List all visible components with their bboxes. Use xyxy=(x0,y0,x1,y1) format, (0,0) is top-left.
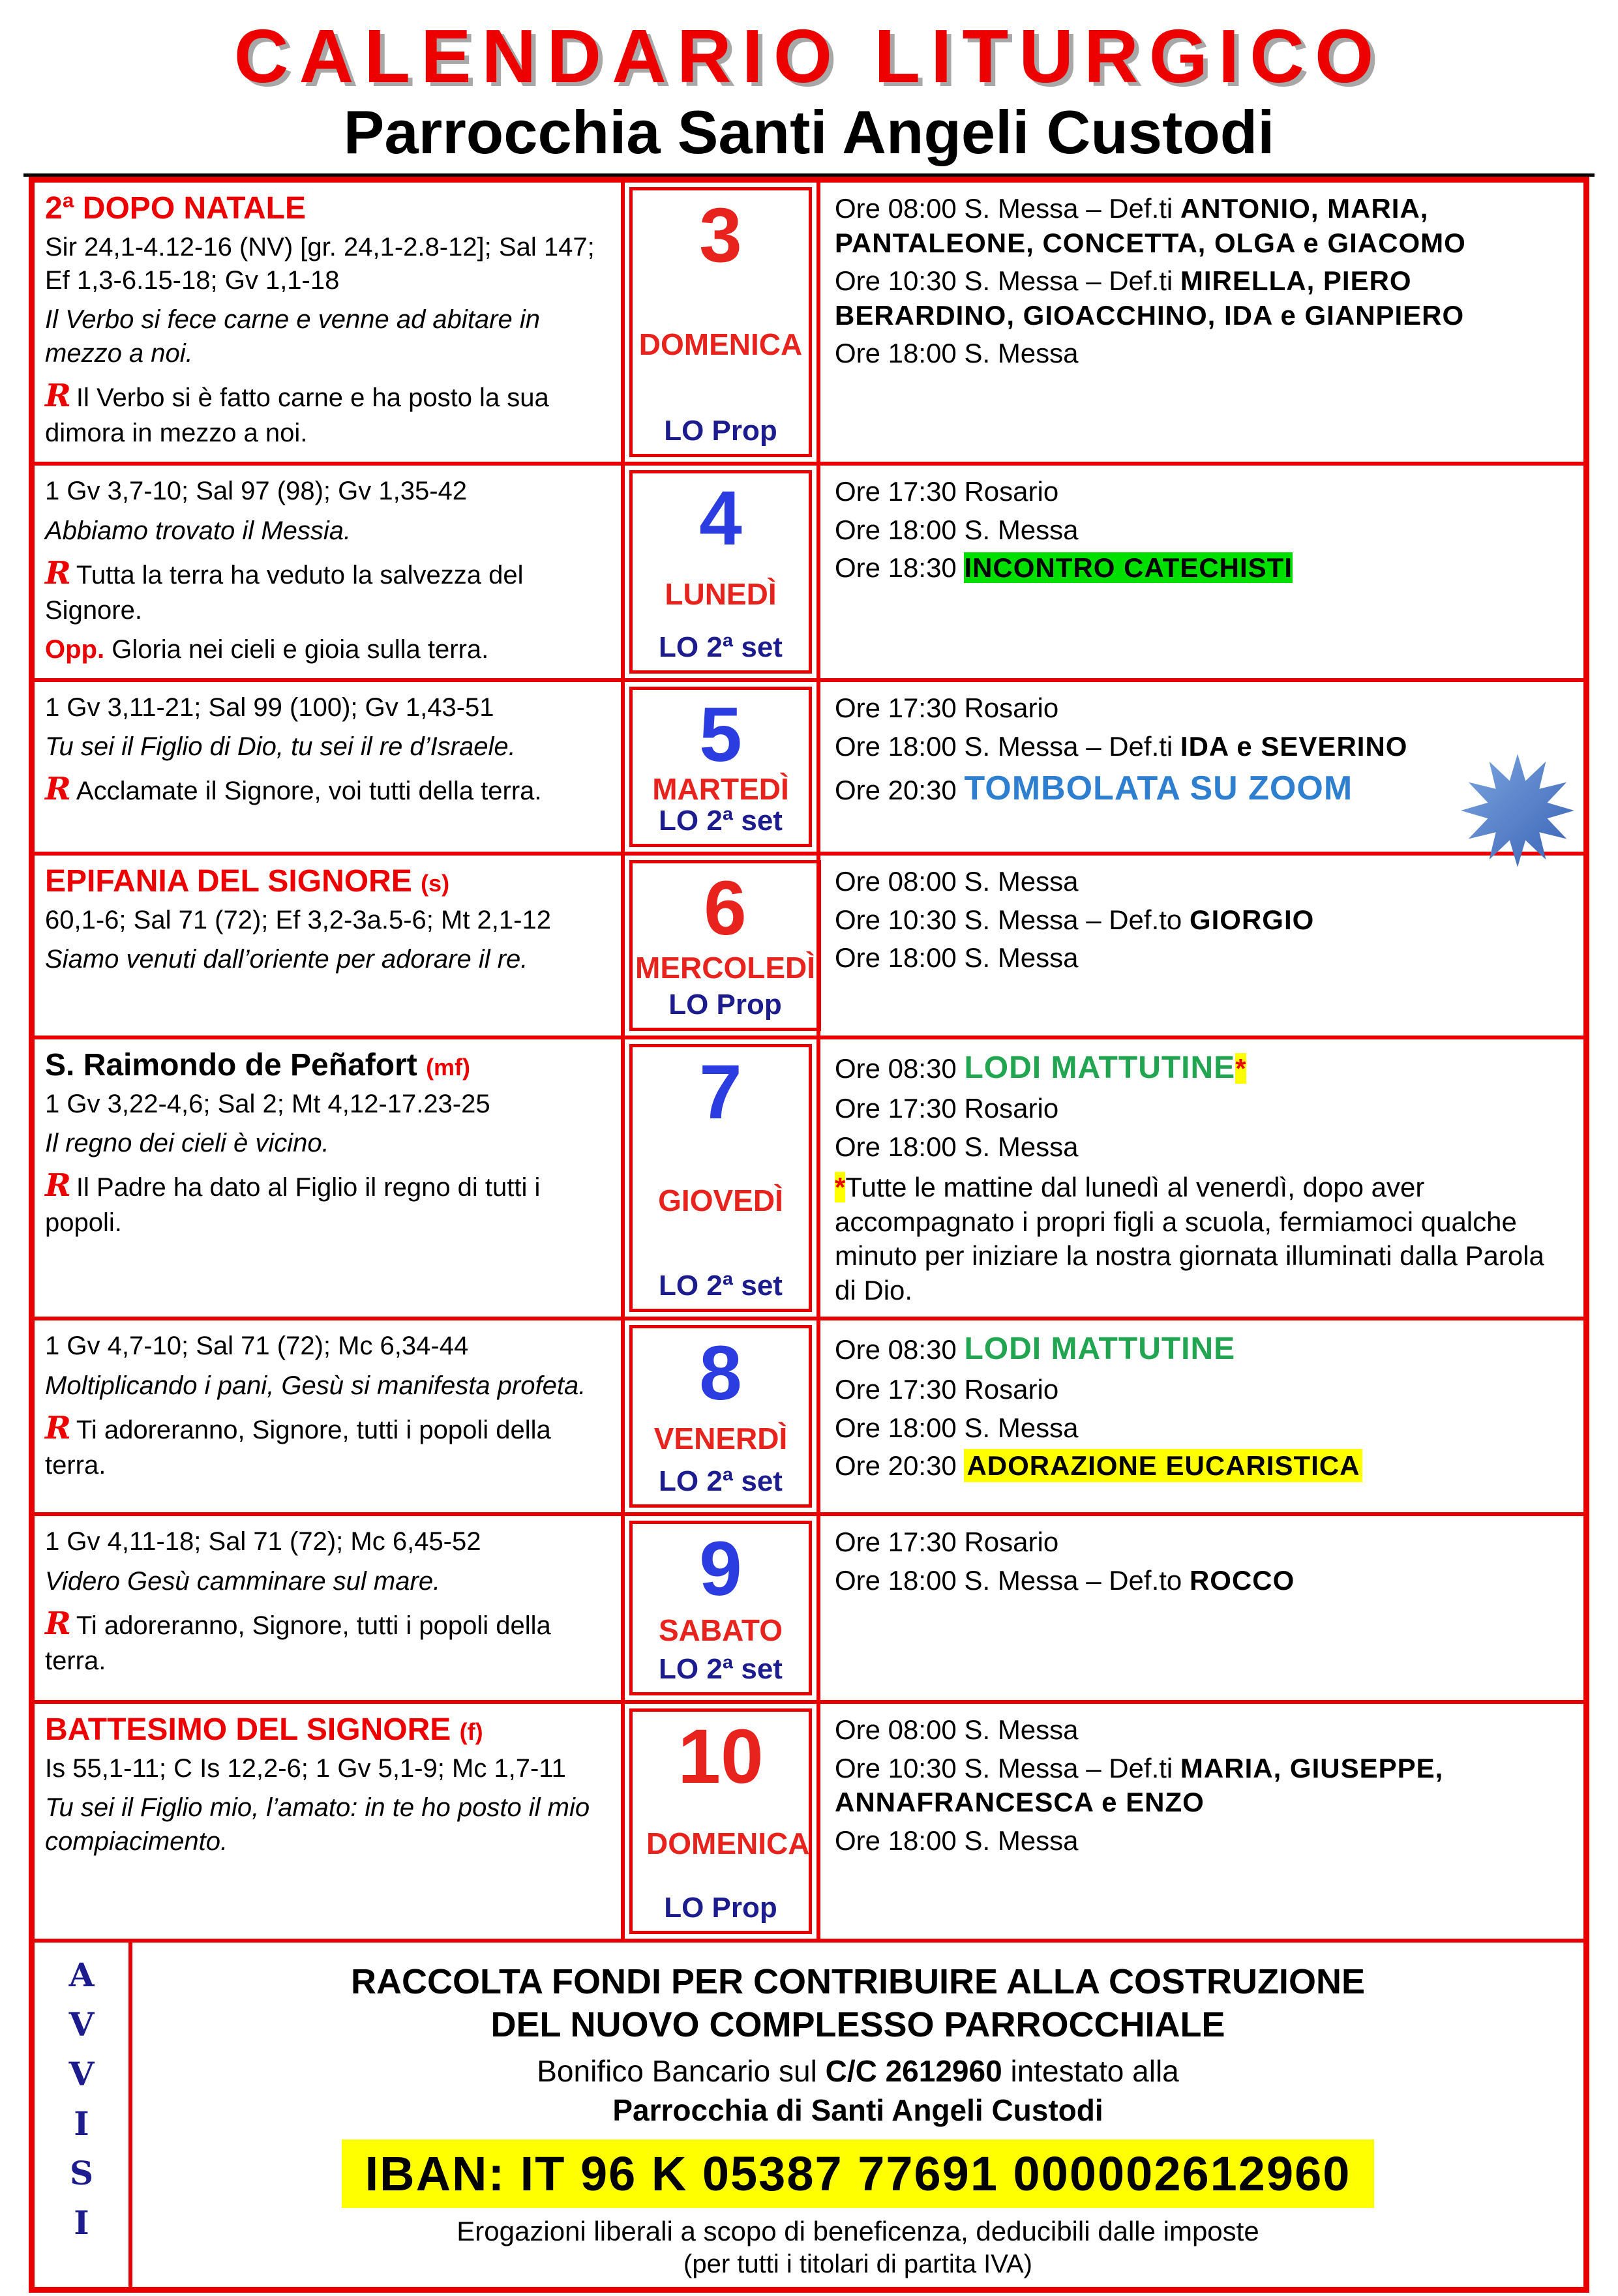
day-cell xyxy=(625,1516,820,1700)
opp-label: Opp. xyxy=(45,635,105,664)
readings-cell xyxy=(35,466,625,678)
gospel-verse: Abbiamo trovato il Messia. xyxy=(45,516,352,545)
event-time: Ore 10:30 xyxy=(835,904,965,935)
response-mark: R xyxy=(45,1409,71,1446)
response-mark: R xyxy=(45,554,71,591)
lodi-event: LODI MATTUTINE xyxy=(964,1051,1236,1086)
event-text: Rosario xyxy=(964,1527,1059,1558)
event-time: Ore 08:30 xyxy=(835,1053,965,1084)
label-letter: A xyxy=(68,1956,95,1995)
readings-cell xyxy=(35,1320,625,1512)
day-row-7 xyxy=(35,1039,1583,1320)
event-time: Ore 18:00 xyxy=(835,1564,965,1596)
gospel-verse: Tu sei il Figlio di Dio, tu sei il re d’Israele. xyxy=(45,732,516,762)
response-mark: R xyxy=(45,771,71,808)
vat-note: (per tutti i titolari di partita IVA) xyxy=(683,2250,1032,2279)
account-number: C/C 2612960 xyxy=(825,2054,1002,2089)
event-time: Ore 17:30 xyxy=(835,1527,965,1558)
day-box xyxy=(629,187,812,457)
responsorial xyxy=(45,1603,609,1678)
event-line xyxy=(835,1130,1570,1165)
responsorial xyxy=(45,553,609,627)
event-time: Ore 17:30 xyxy=(835,476,965,507)
gospel-verse: Il Verbo si fece carne e venne ad abitare in mezzo a noi. xyxy=(45,305,540,368)
event-line xyxy=(835,1713,1570,1748)
event-time: Ore 08:00 xyxy=(835,1714,965,1746)
day-name: VENERDÌ xyxy=(653,1422,788,1456)
day-number: 9 xyxy=(699,1526,742,1613)
event-time: Ore 18:00 xyxy=(835,338,965,369)
event-time: Ore 17:30 xyxy=(835,693,965,724)
feast-rank-tag: (s) xyxy=(421,870,450,897)
event-text: Rosario xyxy=(964,1093,1059,1124)
responsorial xyxy=(45,376,609,450)
responsorial-text: Tutta la terra ha veduto la salvezza del Signore. xyxy=(45,560,524,625)
tombola-event: TOMBOLATA SU ZOOM xyxy=(964,769,1353,808)
deceased-names: IDA e SEVERINO xyxy=(1180,730,1408,762)
deceased-names: MARIA, GIUSEPPE, ANNAFRANCESCA e ENZO xyxy=(835,1752,1444,1818)
deceased-names: MIRELLA, PIERO BERARDINO, GIOACCHINO, IDA e GIANPIERO xyxy=(835,265,1465,331)
readings-cell xyxy=(35,856,625,1036)
event-line xyxy=(835,1752,1570,1820)
events-cell xyxy=(820,856,1583,1036)
adoration-event: ADORAZIONE EUCARISTICA xyxy=(964,1449,1362,1482)
event-line xyxy=(835,903,1570,938)
response-mark: R xyxy=(45,1605,71,1642)
responsorial-text: Il Verbo si è fatto carne e ha posto la sua dimora in mezzo a noi. xyxy=(45,383,549,448)
responsorial xyxy=(45,769,609,809)
event-time: Ore 10:30 xyxy=(835,265,965,297)
day-row-5 xyxy=(35,682,1583,856)
gospel-verse: Videro Gesù camminare sul mare. xyxy=(45,1566,441,1596)
day-cell xyxy=(625,682,820,852)
feast-title xyxy=(45,1712,609,1748)
event-line xyxy=(835,1449,1570,1483)
page-header xyxy=(23,0,1595,177)
day-box xyxy=(629,860,821,1031)
fundraising-heading: RACCOLTA FONDI PER CONTRIBUIRE ALLA COSTRUZIONE DEL NUOVO COMPLESSO PARROCCHIALE xyxy=(351,1962,1365,2045)
label-letter: V xyxy=(68,2055,95,2094)
event-line xyxy=(835,192,1570,260)
event-text: S. Messa – Def.ti xyxy=(964,1752,1180,1783)
event-line xyxy=(835,1049,1570,1088)
event-text: S. Messa – Def.ti xyxy=(964,193,1180,224)
deceased-names: ANTONIO, MARIA, PANTALEONE, CONCETTA, OLGA e GIACOMO xyxy=(835,193,1466,258)
feast-title xyxy=(45,863,609,899)
day-row-9 xyxy=(35,1516,1583,1704)
event-text: S. Messa xyxy=(964,942,1079,974)
responsorial-text: Il Padre ha dato al Figlio il regno di tutti i popoli. xyxy=(45,1172,541,1238)
event-line xyxy=(835,691,1570,726)
day-box xyxy=(629,1325,812,1508)
day-number: 10 xyxy=(678,1714,764,1800)
event-text: S. Messa – Def.to xyxy=(964,904,1190,935)
readings-cell xyxy=(35,183,625,462)
day-box xyxy=(629,1044,812,1312)
day-cell xyxy=(625,856,820,1036)
event-line xyxy=(835,941,1570,976)
day-number: 8 xyxy=(699,1330,742,1417)
gospel-verse: Il regno dei cieli è vicino. xyxy=(45,1128,329,1157)
event-line xyxy=(835,336,1570,371)
deceased-names: GIORGIO xyxy=(1189,904,1315,935)
readings-cell xyxy=(35,1039,625,1317)
event-text: S. Messa xyxy=(964,866,1079,897)
event-line xyxy=(835,1373,1570,1407)
day-box xyxy=(629,470,812,674)
day-row-3 xyxy=(35,183,1583,466)
event-time: Ore 17:30 xyxy=(835,1374,965,1405)
day-cell xyxy=(625,1039,820,1317)
saint-title-text: S. Raimondo de Peñafort xyxy=(45,1048,427,1083)
day-row-10 xyxy=(35,1704,1583,1943)
event-line xyxy=(835,1330,1570,1369)
event-time: Ore 18:30 xyxy=(835,552,965,584)
bank-transfer-pre: Bonifico Bancario sul xyxy=(537,2054,826,2089)
feast-rank-tag: (f) xyxy=(459,1718,483,1746)
label-letter: V xyxy=(68,2005,95,2044)
notices-content xyxy=(132,1943,1583,2287)
event-text: Rosario xyxy=(964,476,1059,507)
liturgy-hours-label: LO 2ª set xyxy=(659,1653,783,1686)
event-time: Ore 08:30 xyxy=(835,1334,965,1365)
events-cell xyxy=(820,1320,1583,1512)
day-cell xyxy=(625,1704,820,1939)
liturgy-hours-label: LO 2ª set xyxy=(659,805,783,837)
asterisk-marker: * xyxy=(1235,1053,1246,1084)
liturgy-hours-label: LO 2ª set xyxy=(659,1465,783,1498)
event-time: Ore 18:00 xyxy=(835,730,965,762)
event-line xyxy=(835,1525,1570,1560)
readings-refs: 60,1-6; Sal 71 (72); Ef 3,2-3a.5-6; Mt 2,1-12 xyxy=(45,905,551,934)
event-time: Ore 08:00 xyxy=(835,866,965,897)
day-name: MARTEDÌ xyxy=(652,772,789,807)
readings-cell xyxy=(35,682,625,852)
day-number: 6 xyxy=(704,865,747,952)
events-cell xyxy=(820,682,1583,852)
event-text: Rosario xyxy=(964,693,1059,724)
event-text: S. Messa xyxy=(964,514,1079,545)
label-letter: I xyxy=(74,2203,89,2243)
event-time: Ore 18:00 xyxy=(835,1412,965,1443)
lodi-event: LODI MATTUTINE xyxy=(964,1332,1236,1367)
responsorial-text: Ti adoreranno, Signore, tutti i popoli della terra. xyxy=(45,1611,551,1675)
events-cell xyxy=(820,183,1583,462)
responsorial xyxy=(45,1165,609,1240)
event-line xyxy=(835,513,1570,548)
day-row-8 xyxy=(35,1320,1583,1516)
event-text: S. Messa – Def.to xyxy=(964,1564,1190,1596)
feast-rank-tag: (mf) xyxy=(426,1054,471,1081)
response-mark: R xyxy=(45,378,71,415)
day-name: DOMENICA xyxy=(638,327,803,362)
readings-refs: 1 Gv 4,11-18; Sal 71 (72); Mc 6,45-52 xyxy=(45,1527,481,1557)
day-row-4 xyxy=(35,466,1583,682)
day-box xyxy=(629,687,812,847)
footnote xyxy=(835,1170,1570,1307)
asterisk-marker: * xyxy=(835,1172,846,1203)
day-cell xyxy=(625,183,820,462)
label-letter: I xyxy=(74,2104,89,2143)
bank-transfer-line xyxy=(158,2053,1557,2089)
event-text: Rosario xyxy=(964,1374,1059,1405)
readings-refs: 1 Gv 3,22-4,6; Sal 2; Mt 4,12-17.23-25 xyxy=(45,1089,490,1118)
liturgy-hours-label: LO Prop xyxy=(664,415,777,447)
event-time: Ore 17:30 xyxy=(835,1093,965,1124)
day-name: MERCOLEDÌ xyxy=(635,951,815,985)
day-number: 3 xyxy=(699,192,742,279)
event-text: S. Messa – Def.ti xyxy=(964,265,1180,297)
day-row-6 xyxy=(35,856,1583,1039)
day-name: LUNEDÌ xyxy=(665,577,777,612)
calendar-table xyxy=(29,177,1589,2293)
responsorial-text: Acclamate il Signore, voi tutti della terra. xyxy=(76,777,542,806)
readings-refs: 1 Gv 3,11-21; Sal 99 (100); Gv 1,43-51 xyxy=(45,693,494,723)
day-cell xyxy=(625,1320,820,1512)
page-subtitle: Parrocchia Santi Angeli Custodi xyxy=(343,97,1275,166)
gospel-verse: Moltiplicando i pani, Gesù si manifesta profeta. xyxy=(45,1371,586,1400)
readings-cell xyxy=(35,1704,625,1939)
footnote-text: Tutte le mattine dal lunedì al venerdì, dopo aver accompagnato i propri figli a scuola, fermiamoci qualche minuto per iniziare la nostra giornata illuminati dalla Parola di Dio. xyxy=(835,1172,1544,1305)
event-line xyxy=(835,475,1570,509)
event-time: Ore 08:00 xyxy=(835,193,965,224)
event-line xyxy=(835,865,1570,899)
starburst-icon xyxy=(1460,753,1576,869)
page-title: CALENDARIO LITURGICO xyxy=(233,14,1385,98)
feast-title xyxy=(45,1047,609,1083)
event-line xyxy=(835,1564,1570,1598)
events-cell xyxy=(820,466,1583,678)
event-line xyxy=(835,1092,1570,1126)
gospel-verse: Tu sei il Figlio mio, l’amato: in te ho posto il mio compiacimento. xyxy=(45,1793,590,1856)
event-time: Ore 10:30 xyxy=(835,1752,965,1783)
event-line xyxy=(835,264,1570,333)
day-name: DOMENICA xyxy=(646,1826,810,1861)
donations-note: Erogazioni liberali a scopo di beneficenza, deducibili dalle imposte xyxy=(457,2216,1259,2247)
event-text: S. Messa – Def.ti xyxy=(964,730,1180,762)
day-cell xyxy=(625,466,820,678)
liturgy-hours-label: LO Prop xyxy=(664,1892,777,1924)
day-number: 5 xyxy=(699,692,742,779)
events-cell xyxy=(820,1516,1583,1700)
response-mark: R xyxy=(45,1167,71,1204)
gospel-verse: Siamo venuti dall’oriente per adorare il re. xyxy=(45,944,528,974)
parish-name-line: Parrocchia di Santi Angeli Custodi xyxy=(612,2093,1103,2128)
event-line xyxy=(835,1411,1570,1446)
events-cell xyxy=(820,1704,1583,1939)
event-text: S. Messa xyxy=(964,1714,1079,1746)
readings-refs: 1 Gv 3,7-10; Sal 97 (98); Gv 1,35-42 xyxy=(45,477,468,506)
event-text: S. Messa xyxy=(964,1131,1079,1162)
bank-transfer-post: intestato alla xyxy=(1002,2054,1179,2089)
responsorial xyxy=(45,1408,609,1482)
readings-refs: 1 Gv 4,7-10; Sal 71 (72); Mc 6,34-44 xyxy=(45,1332,469,1361)
readings-cell xyxy=(35,1516,625,1700)
feast-title-text: 2ª DOPO NATALE xyxy=(45,191,307,226)
events-cell xyxy=(820,1039,1583,1317)
event-time: Ore 18:00 xyxy=(835,942,965,974)
label-letter: S xyxy=(69,2154,94,2193)
deceased-names: ROCCO xyxy=(1189,1564,1295,1596)
readings-refs: Is 55,1-11; C Is 12,2-6; 1 Gv 5,1-9; Mc 1,7-11 xyxy=(45,1753,566,1783)
event-text: S. Messa xyxy=(964,338,1079,369)
notices-vertical-label xyxy=(35,1943,132,2287)
feast-title xyxy=(45,190,609,226)
day-name: SABATO xyxy=(659,1613,783,1648)
day-name: GIOVEDÌ xyxy=(658,1183,783,1217)
highlighted-event: INCONTRO CATECHISTI xyxy=(964,552,1293,584)
day-box xyxy=(629,1521,812,1695)
event-line xyxy=(835,1824,1570,1858)
responsorial-alt-text: Gloria nei cieli e gioia sulla terra. xyxy=(104,635,489,664)
event-line xyxy=(835,551,1570,586)
event-time: Ore 20:30 xyxy=(835,775,965,806)
event-text: S. Messa xyxy=(964,1825,1079,1856)
responsorial-alt xyxy=(45,633,609,666)
day-number: 7 xyxy=(699,1049,742,1136)
event-time: Ore 18:00 xyxy=(835,1131,965,1162)
day-box xyxy=(629,1708,812,1934)
feast-title-text: EPIFANIA DEL SIGNORE xyxy=(45,864,421,899)
feast-title-text: BATTESIMO DEL SIGNORE xyxy=(45,1712,460,1748)
liturgy-hours-label: LO 2ª set xyxy=(659,1270,783,1302)
iban-line: IBAN: IT 96 K 05387 77691 000002612960 xyxy=(342,2139,1375,2208)
readings-refs: Sir 24,1-4.12-16 (NV) [gr. 24,1-2.8-12]; Sal 147; Ef 1,3-6.15-18; Gv 1,1-18 xyxy=(45,232,595,295)
liturgy-hours-label: LO 2ª set xyxy=(659,631,783,664)
responsorial-text: Ti adoreranno, Signore, tutti i popoli della terra. xyxy=(45,1415,551,1480)
event-text: S. Messa xyxy=(964,1412,1079,1443)
event-time: Ore 18:00 xyxy=(835,514,965,545)
notices-row xyxy=(35,1943,1583,2287)
liturgy-hours-label: LO Prop xyxy=(668,989,782,1021)
event-time: Ore 18:00 xyxy=(835,1825,965,1856)
event-time: Ore 20:30 xyxy=(835,1450,965,1482)
day-number: 4 xyxy=(699,475,742,562)
